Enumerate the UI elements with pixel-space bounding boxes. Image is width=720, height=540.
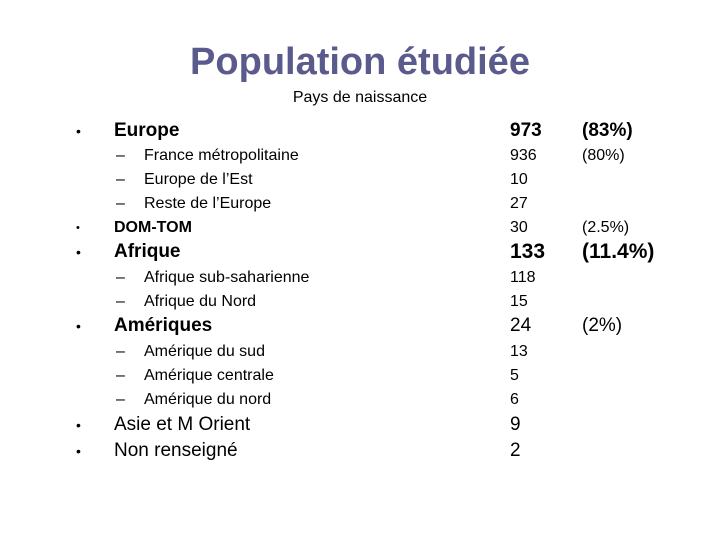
region-count: 973 <box>510 120 542 141</box>
subregion-count: 13 <box>510 343 528 360</box>
dash-icon: – <box>116 293 125 310</box>
subregion-label: Afrique du Nord <box>144 293 257 310</box>
subregion-count: 10 <box>510 171 528 188</box>
subregion-label: Amérique du nord <box>144 391 272 408</box>
region-percent: (83%) <box>582 120 633 141</box>
dash-icon: – <box>116 343 125 360</box>
subregion-label: France métropolitaine <box>144 147 299 164</box>
region-percent: (2%) <box>582 315 623 336</box>
subregion-label: Afrique sub-saharienne <box>144 269 310 286</box>
dash-icon: – <box>116 367 125 384</box>
region-count: 9 <box>510 414 521 435</box>
dash-icon: – <box>116 391 125 408</box>
region-label: Asie et M Orient <box>114 414 251 435</box>
subregion-percent: (80%) <box>582 147 625 164</box>
dash-icon: – <box>116 171 125 188</box>
dash-icon: – <box>116 269 125 286</box>
subregion-count: 936 <box>510 147 537 164</box>
page-subtitle: Pays de naissance <box>292 89 428 106</box>
page-title: Population étudiée <box>190 41 530 83</box>
region-percent: (11.4%) <box>582 240 655 263</box>
region-label: Amériques <box>114 315 213 336</box>
subregion-count: 27 <box>510 195 528 212</box>
bullet-icon: • <box>76 318 81 334</box>
subregion-count: 15 <box>510 293 528 310</box>
subregion-label: Europe de l’Est <box>144 171 253 188</box>
bullet-icon: • <box>76 123 81 139</box>
region-label: Non renseigné <box>114 440 238 461</box>
region-count: 24 <box>510 315 532 336</box>
dash-icon: – <box>116 195 125 212</box>
region-percent: (2.5%) <box>582 219 630 236</box>
region-label: DOM-TOM <box>114 219 192 236</box>
region-label: Europe <box>114 120 180 141</box>
region-count: 30 <box>510 219 528 236</box>
region-label: Afrique <box>114 241 181 262</box>
subregion-count: 6 <box>510 391 519 408</box>
bullet-icon: • <box>76 443 81 459</box>
subregion-label: Amérique du sud <box>144 343 265 360</box>
subregion-count: 5 <box>510 367 519 384</box>
bullet-icon: • <box>76 417 81 433</box>
subregion-label: Amérique centrale <box>144 367 274 384</box>
region-count: 2 <box>510 440 521 461</box>
region-count: 133 <box>510 240 546 263</box>
dash-icon: – <box>116 147 125 164</box>
subregion-label: Reste de l’Europe <box>144 195 272 212</box>
bullet-icon: • <box>76 244 81 260</box>
subregion-count: 118 <box>510 269 536 286</box>
bullet-icon: • <box>76 222 80 234</box>
